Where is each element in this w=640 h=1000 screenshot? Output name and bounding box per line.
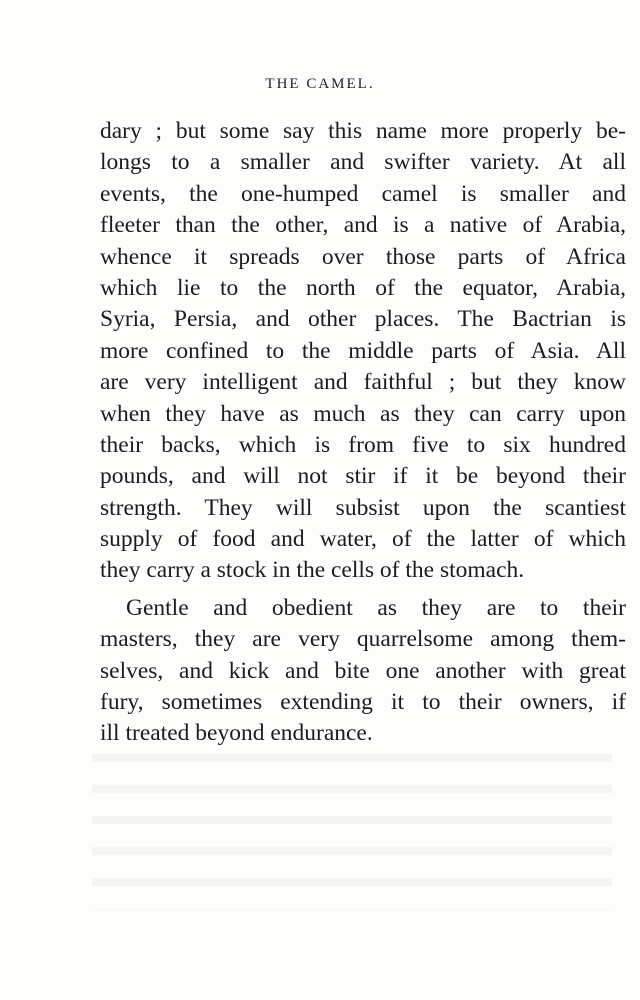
text-line: fleeter than the other, and is a native of Arabia, (100, 212, 626, 239)
text-line: longs to a smaller and swifter variety. At all (100, 149, 626, 176)
text-line: masters, they are very quarrelsome among them- (100, 626, 626, 653)
text-line: dary ; but some say this name more properly be- (100, 118, 626, 144)
text-line: they carry a stock in the cells of the stomach. (100, 557, 525, 584)
paragraph-2 (100, 593, 626, 750)
text-line: events, the one-humped camel is smaller and (100, 180, 626, 207)
text-line: when they have as much as they can carry upon (100, 400, 626, 427)
text-line: are very intelligent and faithful ; but they know (100, 369, 626, 396)
text-line: supply of food and water, of the latter of which (100, 526, 626, 553)
paragraph-1 (100, 116, 626, 587)
text-line: more confined to the middle parts of Asia. All (100, 337, 626, 364)
text-line: their backs, which is from five to six hundred (100, 431, 626, 458)
text-line: Gentle and obedient as they are to their (126, 594, 626, 621)
text-line: ill treated beyond endurance. (100, 720, 373, 747)
text-line: strength. They will subsist upon the scantiest (100, 494, 626, 521)
text-line: fury, sometimes extending it to their owners, if (100, 689, 626, 716)
text-line: pounds, and will not stir if it be beyond their (100, 463, 626, 490)
text-line: Syria, Persia, and other places. The Bactrian is (100, 306, 626, 333)
show-through-text (92, 740, 612, 910)
text-line: selves, and kick and bite one another with great (100, 657, 626, 684)
text-line: which lie to the north of the equator, Arabia, (100, 274, 626, 301)
text-line: whence it spreads over those parts of Africa (100, 243, 626, 270)
body-text (100, 116, 626, 750)
running-head: THE CAMEL. (265, 76, 375, 92)
